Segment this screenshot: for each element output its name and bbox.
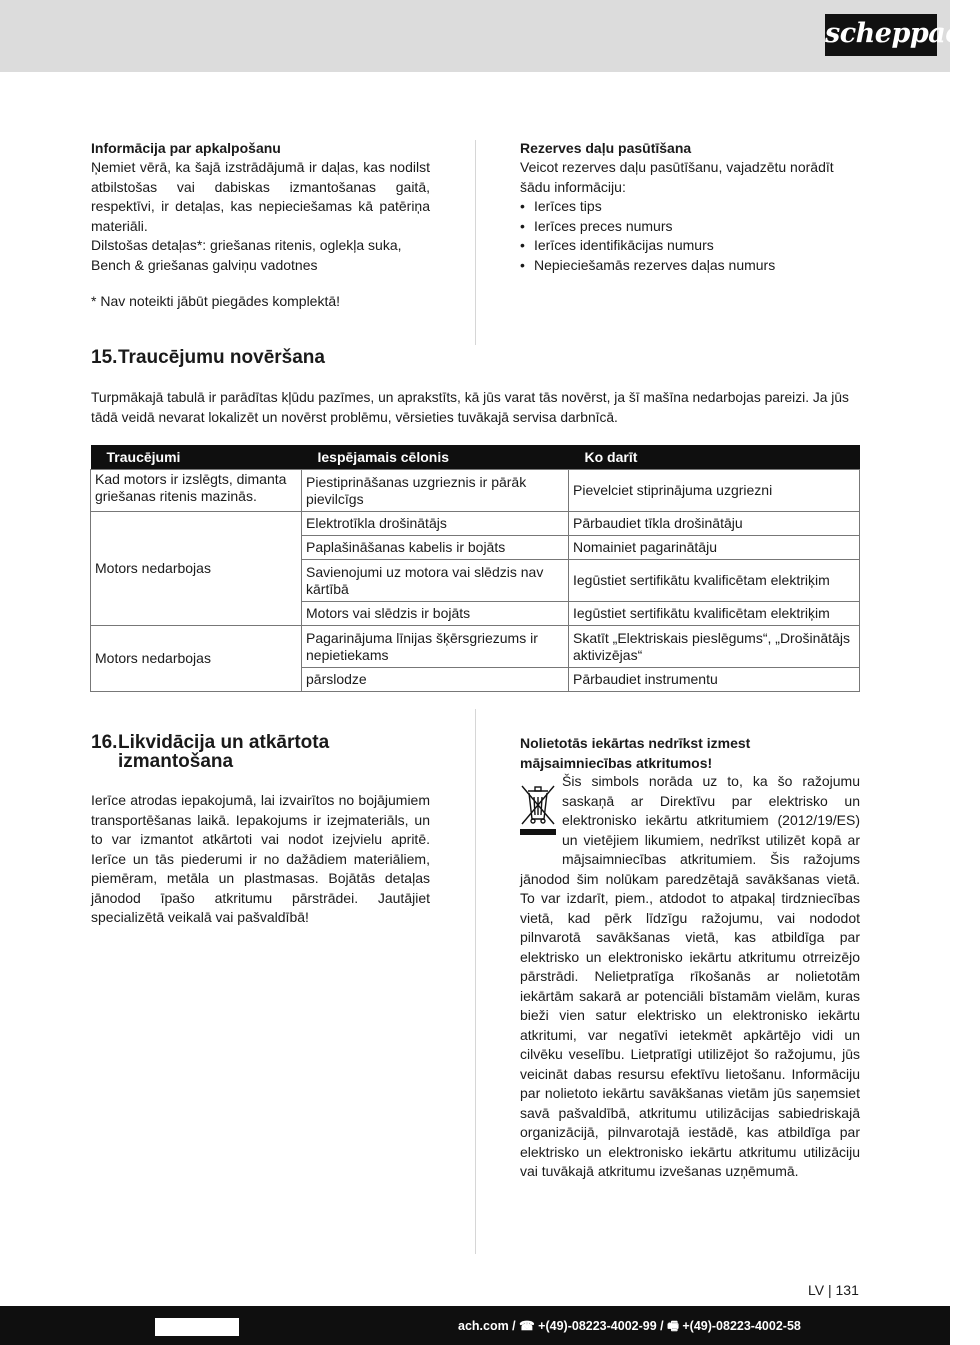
spare-parts-intro: Veicot rezerves daļu pasūtīšanu, vajadzētu norādīt šādu informāciju:: [520, 159, 834, 195]
troubleshooting-table: [90, 445, 860, 692]
cause-cell: Elektrotīkla drošinātājs: [302, 512, 569, 536]
section-15-number: 15.: [91, 347, 118, 368]
action-cell: Pārbaudiet tīkla drošinātāju: [569, 512, 860, 536]
table-header-fault: Traucējumi: [91, 445, 302, 470]
section-16-title-line1: Likvidācija un atkārtota: [118, 732, 330, 753]
section-15-intro: Turpmākajā tabulā ir parādītas kļūdu pazīmes, un aprakstīts, kā jūs varat tās novērst, ja šī mašīna nedarbojas pareizi. Ja jūs tādā veidā nevarat lokalizēt un novērst problēmu, vērsieties tuvākajā servisa darbnīcā.: [91, 390, 849, 425]
spare-parts-item: • Ierīces identifikācijas numurs: [520, 236, 860, 256]
table-row: [91, 626, 860, 668]
section-16-body: Ierīce atrodas iepakojumā, lai izvairītos no bojājumiem transportēšanas laikā. Iepakojums ir izejmateriāls, un to var izmantot atkārtoti vai nodot izejvielu apritē. Ierīce un tās piederumi ir no dažādiem materiāliem, piemēram, metāla un plastmasas. Bojātās detaļas jānodod īpašo atkritumu pārstrādei. Jautājiet specializētā veikalā vai pašvaldībā!: [91, 792, 430, 925]
action-cell: Iegūstiet sertifikātu kvalificētam elektriķim: [569, 560, 860, 602]
header-band: [0, 0, 980, 72]
cause-cell: Motors vai slēdzis ir bojāts: [302, 602, 569, 626]
table-row: [91, 512, 860, 536]
footer-redaction-box: [155, 1318, 239, 1336]
weee-body: [520, 772, 860, 1182]
action-cell: Iegūstiet sertifikātu kvalificētam elektriķim: [569, 602, 860, 626]
cause-cell: pārslodze: [302, 668, 569, 692]
table-header-cause: Iespējamais cēlonis: [302, 445, 569, 470]
delivery-footnote: * Nav noteikti jābūt piegādes komplektā!: [91, 293, 341, 309]
cause-cell: Savienojumi uz motora vai slēdzis nav kārtībā: [302, 560, 569, 602]
cause-cell: Pagarinājuma līnijas šķērsgriezums ir nepietiekams: [302, 626, 569, 668]
footer-contact: ach.com / ☎ +(49)-08223-4002-99 / 🖷 +(49)-08223-4002-58: [458, 1319, 801, 1333]
action-cell: Pārbaudiet instrumentu: [569, 668, 860, 692]
column-divider-top: [475, 140, 476, 345]
footer-bar: [0, 1306, 950, 1345]
brand-logo: scheppach: [825, 14, 937, 56]
spare-parts-list: [520, 197, 860, 275]
spare-parts-title: Rezerves daļu pasūtīšana: [520, 140, 692, 156]
service-info-body: Ņemiet vērā, ka šajā izstrādājumā ir daļas, kas nodilst atbilstošas vai dabiskas izmantošanas gaitā, respektīvi, ir detaļas, kas nepieciešamas kā patēriņa materiāli.: [91, 159, 430, 234]
fault-cell: Kad motors ir izslēgts, dimanta griešanas ritenis mazinās.: [91, 470, 302, 512]
action-cell: Pievelciet stiprinājuma uzgriezni: [569, 470, 860, 512]
spare-parts-item: • Ierīces tips: [520, 197, 860, 217]
section-15-title: Traucējumu novēršana: [118, 347, 325, 368]
action-cell: Skatīt „Elektriskais pieslēgums“, „Drošinātājs aktivizējas“: [569, 626, 860, 668]
column-divider-bottom: [475, 709, 476, 1254]
cause-cell: Piestiprināšanas uzgrieznis ir pārāk pievilcīgs: [302, 470, 569, 512]
service-info-title: Informācija par apkalpošanu: [91, 140, 281, 156]
spare-parts-item: • Nepieciešamās rezerves daļas numurs: [520, 256, 860, 276]
cause-cell: Paplašināšanas kabelis ir bojāts: [302, 536, 569, 560]
table-header-row: [91, 445, 860, 470]
section-15-heading: [91, 348, 325, 367]
weee-body-text: Šis simbols norāda uz to, ka šo ražojumu saskaņā ar Direktīvu par elektrisko un elektronisko iekārtu atkritumiem (2012/19/ES) un vietējiem likumiem, nedrīkst utilizēt kopā ar mājsaimniecības atkritumiem. Šis ražojums jānodod šim nolūkam paredzētajā savākšanas vietā. To var izdarīt, piem., atdodot to atpakaļ tirdzniecības vietā, kad pērk līdzīgu ražojumu, vai nododot pilnvarotā savākšanas vietā, kas atbildīga par elektrisko un elektronisko iekārtu atkritumu otrreizējo pārstrādi. Nelietpratīga rīkošanās ar nolietotām iekārtām sakarā ar potenciāli bīstamām vielām, kuras bieži vien satur elektrisko un elektronisko iekārtu atkritumi, var negatīvi ietekmēt apkārtējo vidi un cilvēku veselību. Lietpratīgi utilizējot šo ražojumu, jūs veicināt dabas resursu efektīvu lietošanu. Informāciju par nolietoto iekārtu savākšanas vietām jūs saņemsiet savā pašvaldībā, atkritumu utilizācijas sabiedriskajā organizācijā, pilnvarotajā iestādē, kas atbildīga par elektrisko un elektronisko iekārtu atkritumu utilizāciju vai tuvākajā atkritumu izvešanas uzņēmumā.: [520, 773, 860, 1179]
section-16-title-line2: izmantošana: [118, 751, 234, 772]
table-header-action: Ko darīt: [569, 445, 860, 470]
wear-parts-text: Dilstošas detaļas*: griešanas ritenis, oglekļa suka, Bench & griešanas galviņu vadotnes: [91, 237, 402, 273]
fault-cell: Motors nedarbojas: [91, 626, 302, 692]
spare-parts-item: • Ierīces preces numurs: [520, 217, 860, 237]
icon-wrap-spacer: [520, 772, 562, 856]
fault-cell: Motors nedarbojas: [91, 512, 302, 626]
action-cell: Nomainiet pagarinātāju: [569, 536, 860, 560]
section-16-number: 16.: [91, 732, 118, 753]
weee-title: Nolietotās iekārtas nedrīkst izmest mājsaimniecības atkritumos!: [520, 735, 751, 771]
section-16-heading: [91, 733, 329, 771]
table-row: [91, 470, 860, 512]
page-number: LV | 131: [808, 1282, 859, 1298]
